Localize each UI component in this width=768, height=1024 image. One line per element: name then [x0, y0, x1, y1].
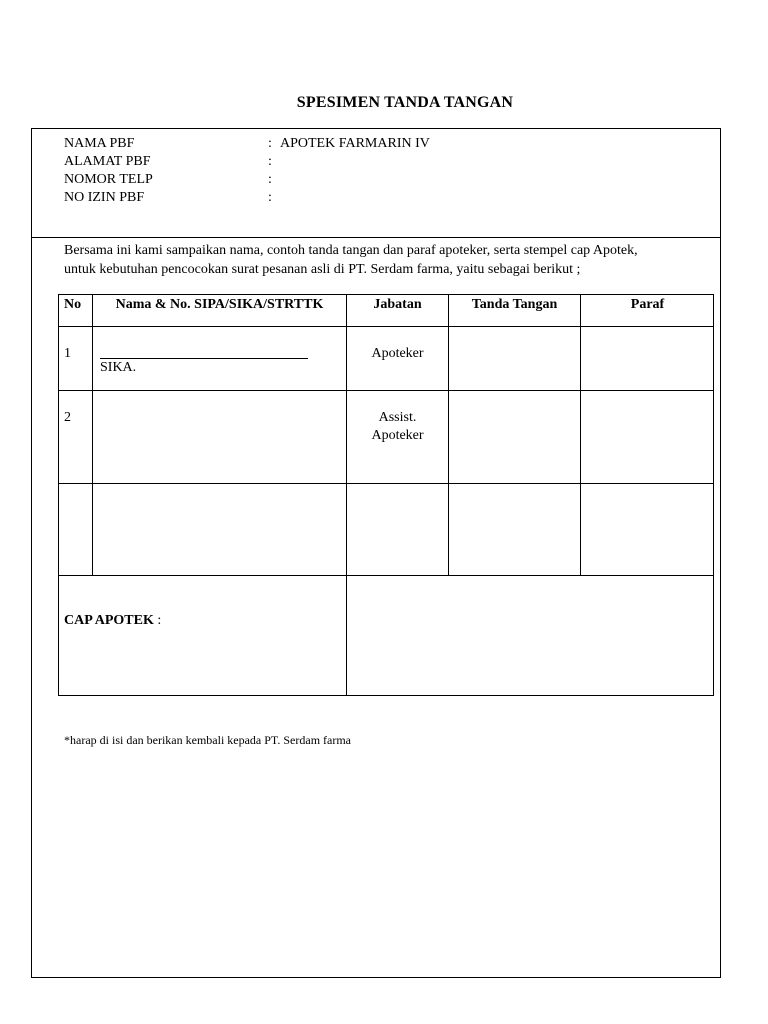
row-jabatan: Apoteker: [371, 346, 424, 361]
info-value-nama[interactable]: APOTEK FARMARIN IV: [280, 136, 430, 151]
info-separator: :: [268, 190, 272, 205]
info-label: NAMA PBF: [64, 136, 135, 151]
name-signature-line[interactable]: [100, 358, 308, 359]
row-number: 2: [64, 410, 71, 425]
info-label: ALAMAT PBF: [64, 154, 151, 169]
cap-apotek-title: CAP APOTEK: [64, 613, 154, 628]
cap-apotek-label: [64, 613, 161, 629]
signature-cell[interactable]: [449, 327, 580, 390]
info-separator: :: [268, 172, 272, 187]
table-header-paraf: Paraf: [630, 297, 665, 312]
intro-paragraph: [64, 241, 704, 279]
row-jabatan: [347, 409, 448, 445]
jabatan-line: Apoteker: [371, 428, 424, 443]
info-row-izin: [64, 189, 430, 207]
info-row-telp: [64, 171, 430, 189]
signature-cell[interactable]: [449, 484, 580, 575]
table-header-no: No: [64, 297, 82, 312]
name-cell[interactable]: [93, 484, 346, 575]
cap-apotek-colon: :: [153, 613, 162, 628]
name-cell[interactable]: [93, 391, 346, 483]
paraf-cell[interactable]: [581, 327, 714, 390]
info-label: NOMOR TELP: [64, 172, 153, 187]
footnote: *harap di isi dan berikan kembali kepada PT. Serdam farma: [64, 733, 352, 747]
document-title: SPESIMEN TANDA TANGAN: [296, 94, 514, 111]
row-number: 1: [64, 346, 71, 361]
intro-line: untuk kebutuhan pencocokan surat pesanan asli di PT. Serdam farma, yaitu sebagai berikut ;: [64, 262, 581, 277]
cap-apotek-stamp-area[interactable]: [347, 576, 714, 696]
info-row-alamat: [64, 153, 430, 171]
table-header-tanda-tangan: Tanda Tangan: [471, 297, 558, 312]
info-label: NO IZIN PBF: [64, 190, 145, 205]
info-separator: :: [268, 154, 272, 169]
paraf-cell[interactable]: [581, 391, 714, 483]
table-header-name: Nama & No. SIPA/SIKA/STRTTK: [115, 297, 324, 312]
pbf-info-block: [64, 135, 430, 207]
signature-cell[interactable]: [449, 391, 580, 483]
paraf-cell[interactable]: [581, 484, 714, 575]
section-divider: [31, 237, 721, 238]
info-separator: :: [268, 136, 272, 151]
intro-line: Bersama ini kami sampaikan nama, contoh tanda tangan dan paraf apoteker, serta stempel cap Apotek,: [64, 243, 638, 258]
row-name[interactable]: SIKA.: [100, 360, 137, 375]
jabatan-line: Assist.: [378, 410, 417, 425]
info-row-nama: [64, 135, 430, 153]
table-header-jabatan: Jabatan: [373, 297, 422, 312]
